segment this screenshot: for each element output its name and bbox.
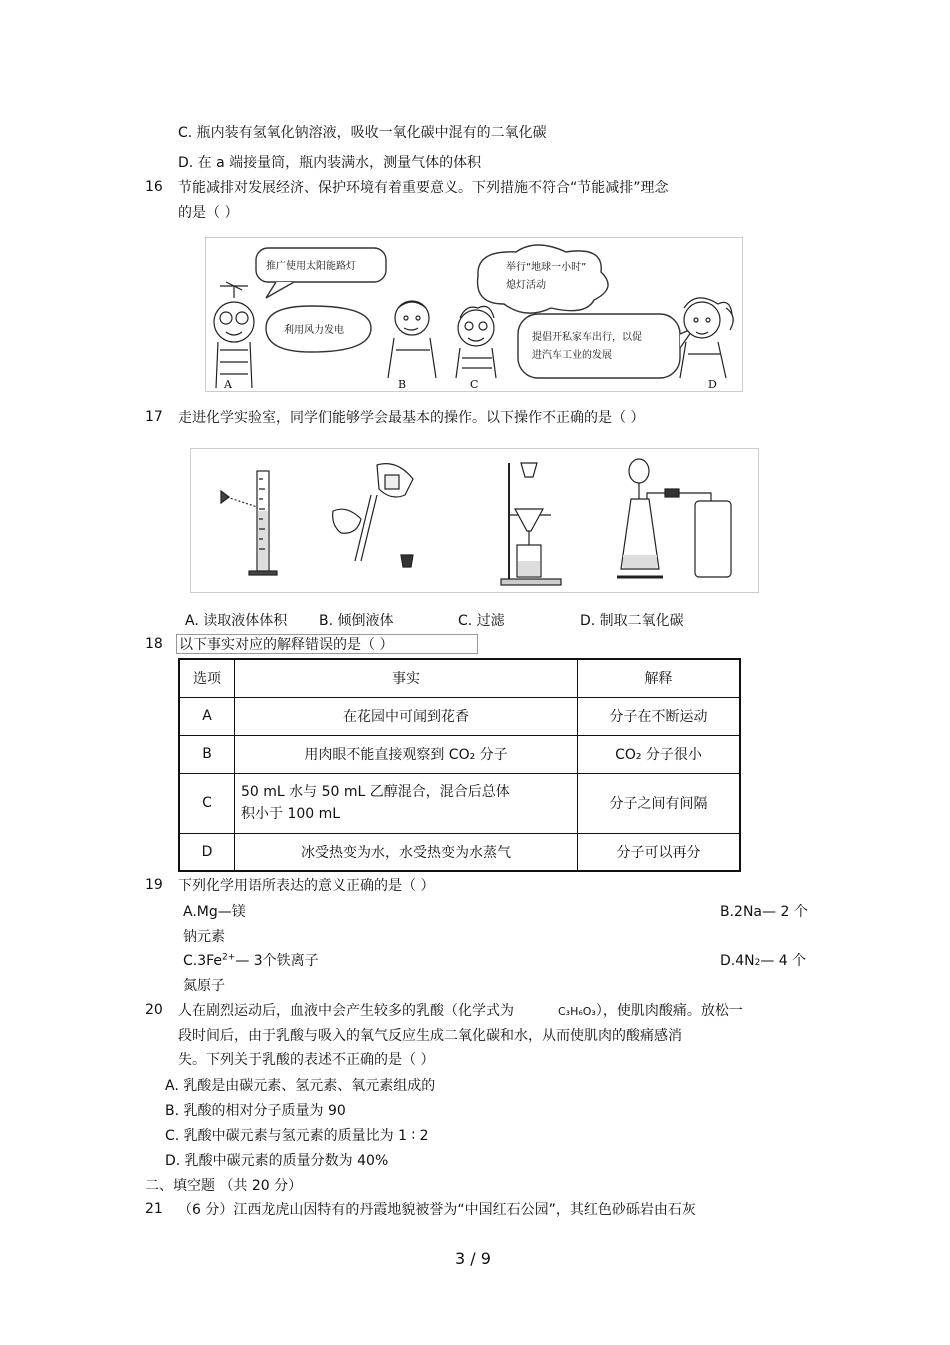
row-option: D — [179, 833, 235, 871]
q19-option-b: B.2Na— 2 个 — [720, 904, 808, 920]
q18-table — [178, 658, 741, 872]
q20-stem-line3: 失。下列关于乳酸的表述不正确的是（ ） — [178, 1052, 435, 1068]
q19-option-d-cont: 氮原子 — [183, 978, 225, 994]
header-explain: 解释 — [578, 659, 741, 697]
q20-stem-post: ），使肌肉酸痛。放松一 — [595, 1003, 743, 1019]
label-b: B — [398, 378, 407, 391]
q20-stem-line1 — [178, 1002, 743, 1021]
row-explain: CO₂ 分子很小 — [578, 735, 741, 773]
filtration-icon — [501, 463, 561, 585]
row-explain: 分子之间有间隔 — [578, 773, 741, 833]
q19-stem: 下列化学用语所表达的意义正确的是（ ） — [178, 878, 435, 894]
bubble-d-text1: 提倡开私家车出行，以促 — [532, 332, 642, 343]
question-number: 18 — [145, 636, 163, 652]
row-option: A — [179, 697, 235, 735]
question-number: 16 — [145, 179, 163, 195]
table-row — [179, 735, 740, 773]
q15-option-c: C. 瓶内装有氢氧化钠溶液，吸收一氧化碳中混有的二氧化碳 — [178, 125, 547, 141]
page-number: 3 / 9 — [455, 1249, 491, 1268]
q21-stem-line1: （6 分）江西龙虎山因特有的丹霞地貌被誉为“中国红石公园”，其红色砂砾岩由石灰 — [178, 1202, 696, 1218]
q19-d-subscript: 2 — [754, 958, 761, 968]
row-explain: 分子可以再分 — [578, 833, 741, 871]
q16-stem-line1: 节能减排对发展经济、保护环境有着重要意义。下列措施不符合“节能减排”理念 — [178, 180, 669, 196]
label-d: D — [708, 378, 717, 391]
section-heading: 二、填空题 （共 20 分） — [145, 1178, 303, 1194]
q16-stem-line2: 的是（ ） — [178, 205, 239, 221]
bubble-c-text1: 举行“地球一小时” — [506, 262, 587, 273]
q19-option-d — [720, 952, 806, 972]
pouring-liquid-icon — [333, 464, 413, 567]
q16-cartoon-figure — [205, 237, 743, 392]
q15-option-d: D. 在 a 端接量筒，瓶内装满水，测量气体的体积 — [178, 155, 482, 171]
bubble-d-text2: 进汽车工业的发展 — [532, 350, 612, 361]
row-option: C — [179, 773, 235, 833]
bubble-d — [518, 314, 680, 378]
question-number: 21 — [145, 1201, 163, 1217]
question-number: 17 — [145, 409, 163, 425]
q17-option-a: A. 读取液体体积 — [185, 613, 288, 629]
co2-apparatus-icon — [617, 459, 731, 577]
q17-option-d: D. 制取二氧化碳 — [580, 613, 684, 629]
character-a — [214, 282, 254, 388]
row-fact-line1: 50 mL 水与 50 mL 乙醇混合，混合后总体 — [241, 784, 510, 800]
q17-option-c: C. 过滤 — [458, 613, 505, 629]
q17-stem: 走进化学实验室，同学们能够学会最基本的操作。以下操作不正确的是（ ） — [178, 410, 645, 426]
header-option: 选项 — [179, 659, 235, 697]
table-header-row — [179, 659, 740, 697]
character-d — [680, 298, 733, 378]
q20-option-c: C. 乳酸中碳元素与氢元素的质量比为 1 ∶ 2 — [165, 1128, 429, 1144]
header-fact: 事实 — [235, 659, 578, 697]
bubble-b-text: 利用风力发电 — [284, 325, 344, 336]
graduated-cylinder-icon — [221, 471, 277, 575]
label-c: C — [470, 378, 479, 391]
label-a: A — [224, 378, 232, 391]
q19-option-c — [183, 952, 319, 970]
question-number: 20 — [145, 1002, 163, 1018]
row-fact: 冰受热变为水，水受热变为水蒸气 — [235, 833, 578, 871]
q20-formula: C₃H₆O₃ — [558, 1005, 596, 1018]
q20-option-b: B. 乳酸的相对分子质量为 90 — [165, 1103, 346, 1119]
character-b — [388, 301, 436, 378]
row-option: B — [179, 735, 235, 773]
q19-d-formula: D.4N — [720, 953, 755, 969]
row-fact-line2: 积小于 100 mL — [241, 806, 341, 822]
row-fact: 在花园中可闻到花香 — [235, 697, 578, 735]
q17-lab-operations-figure — [190, 448, 759, 593]
question-number: 19 — [145, 877, 163, 893]
table-row — [179, 833, 740, 871]
q18-stem: 以下事实对应的解释错误的是（ ） — [176, 634, 478, 654]
q19-d-meaning: — 4 个 — [760, 953, 807, 969]
table-row — [179, 697, 740, 735]
character-c — [456, 306, 496, 378]
bubble-c-text2: 熄灯活动 — [506, 280, 546, 291]
row-fact — [235, 773, 578, 833]
q17-option-b: B. 倾倒液体 — [319, 613, 394, 629]
q19-c-formula: C.3Fe — [183, 953, 223, 969]
q20-stem-line2: 段时间后，由于乳酸与吸入的氧气反应生成二氧化碳和水，从而使肌肉的酸痛感消 — [178, 1028, 682, 1044]
q19-option-b-cont: 钠元素 — [183, 929, 225, 945]
q19-option-a: A.Mg—镁 — [183, 904, 246, 920]
q19-c-charge: 2+ — [222, 952, 236, 963]
row-fact: 用肉眼不能直接观察到 CO₂ 分子 — [235, 735, 578, 773]
table-row — [179, 773, 740, 833]
row-explain: 分子在不断运动 — [578, 697, 741, 735]
bubble-a-text: 推广使用太阳能路灯 — [266, 261, 356, 272]
q20-option-a: A. 乳酸是由碳元素、氢元素、氧元素组成的 — [165, 1078, 436, 1094]
q20-stem-pre: 人在剧烈运动后，血液中会产生较多的乳酸（化学式为 — [178, 1003, 514, 1019]
q19-c-meaning: — 3个铁离子 — [235, 953, 319, 969]
q20-option-d: D. 乳酸中碳元素的质量分数为 40% — [165, 1153, 389, 1169]
